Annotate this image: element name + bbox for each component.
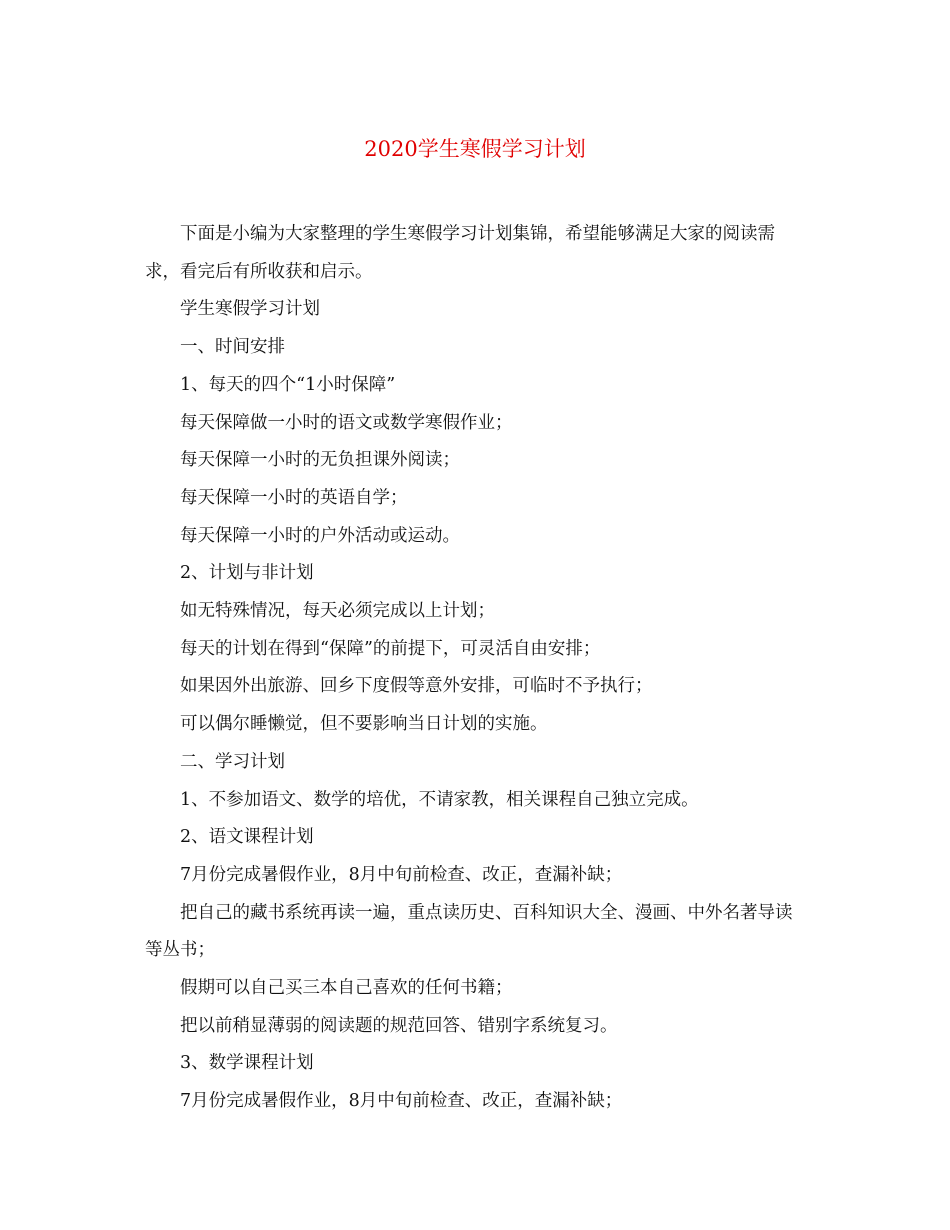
paragraph: 每天保障一小时的无负担课外阅读； [180,450,460,471]
document-body [145,216,805,1121]
paragraph: 如果因外出旅游、回乡下度假等意外安排，可临时不予执行； [180,676,653,697]
paragraph-subtitle: 学生寒假学习计划 [180,299,320,320]
section-heading-time: 一、时间安排 [180,337,285,358]
subsection-heading-plan: 2、计划与非计划 [180,563,314,584]
paragraph: 每天保障做一小时的语文或数学寒假作业； [180,412,513,433]
paragraph: 1、不参加语文、数学的培优，不请家教，相关课程自己独立完成。 [180,789,699,810]
paragraph: 7月份完成暑假作业，8月中旬前检查、改正，查漏补缺； [180,864,623,885]
subsection-heading-daily: 1、每天的四个“1小时保障” [180,374,396,395]
paragraph: 可以偶尔睡懒觉，但不要影响当日计划的实施。 [180,714,548,735]
paragraph: 把以前稍显薄弱的阅读题的规范回答、错别字系统复习。 [180,1015,618,1036]
paragraph: 7月份完成暑假作业，8月中旬前检查、改正，查漏补缺； [180,1091,623,1112]
paragraph-intro: 下面是小编为大家整理的学生寒假学习计划集锦，希望能够满足大家的阅读需求，看完后有所收获和启示。 [145,224,775,282]
paragraph: 假期可以自己买三本自己喜欢的任何书籍； [180,978,513,999]
paragraph: 每天的计划在得到“保障”的前提下，可灵活自由安排； [180,638,601,659]
document-title: 2020学生寒假学习计划 [364,137,586,161]
subsection-heading-chinese: 2、语文课程计划 [180,827,314,848]
section-heading-study: 二、学习计划 [180,751,285,772]
subsection-heading-math: 3、数学课程计划 [180,1053,314,1074]
paragraph: 把自己的藏书系统再读一遍，重点读历史、百科知识大全、漫画、中外名著导读等丛书； [145,902,793,961]
paragraph: 每天保障一小时的英语自学； [180,487,408,508]
paragraph: 每天保障一小时的户外活动或运动。 [180,525,460,546]
paragraph: 如无特殊情况，每天必须完成以上计划； [180,601,495,622]
